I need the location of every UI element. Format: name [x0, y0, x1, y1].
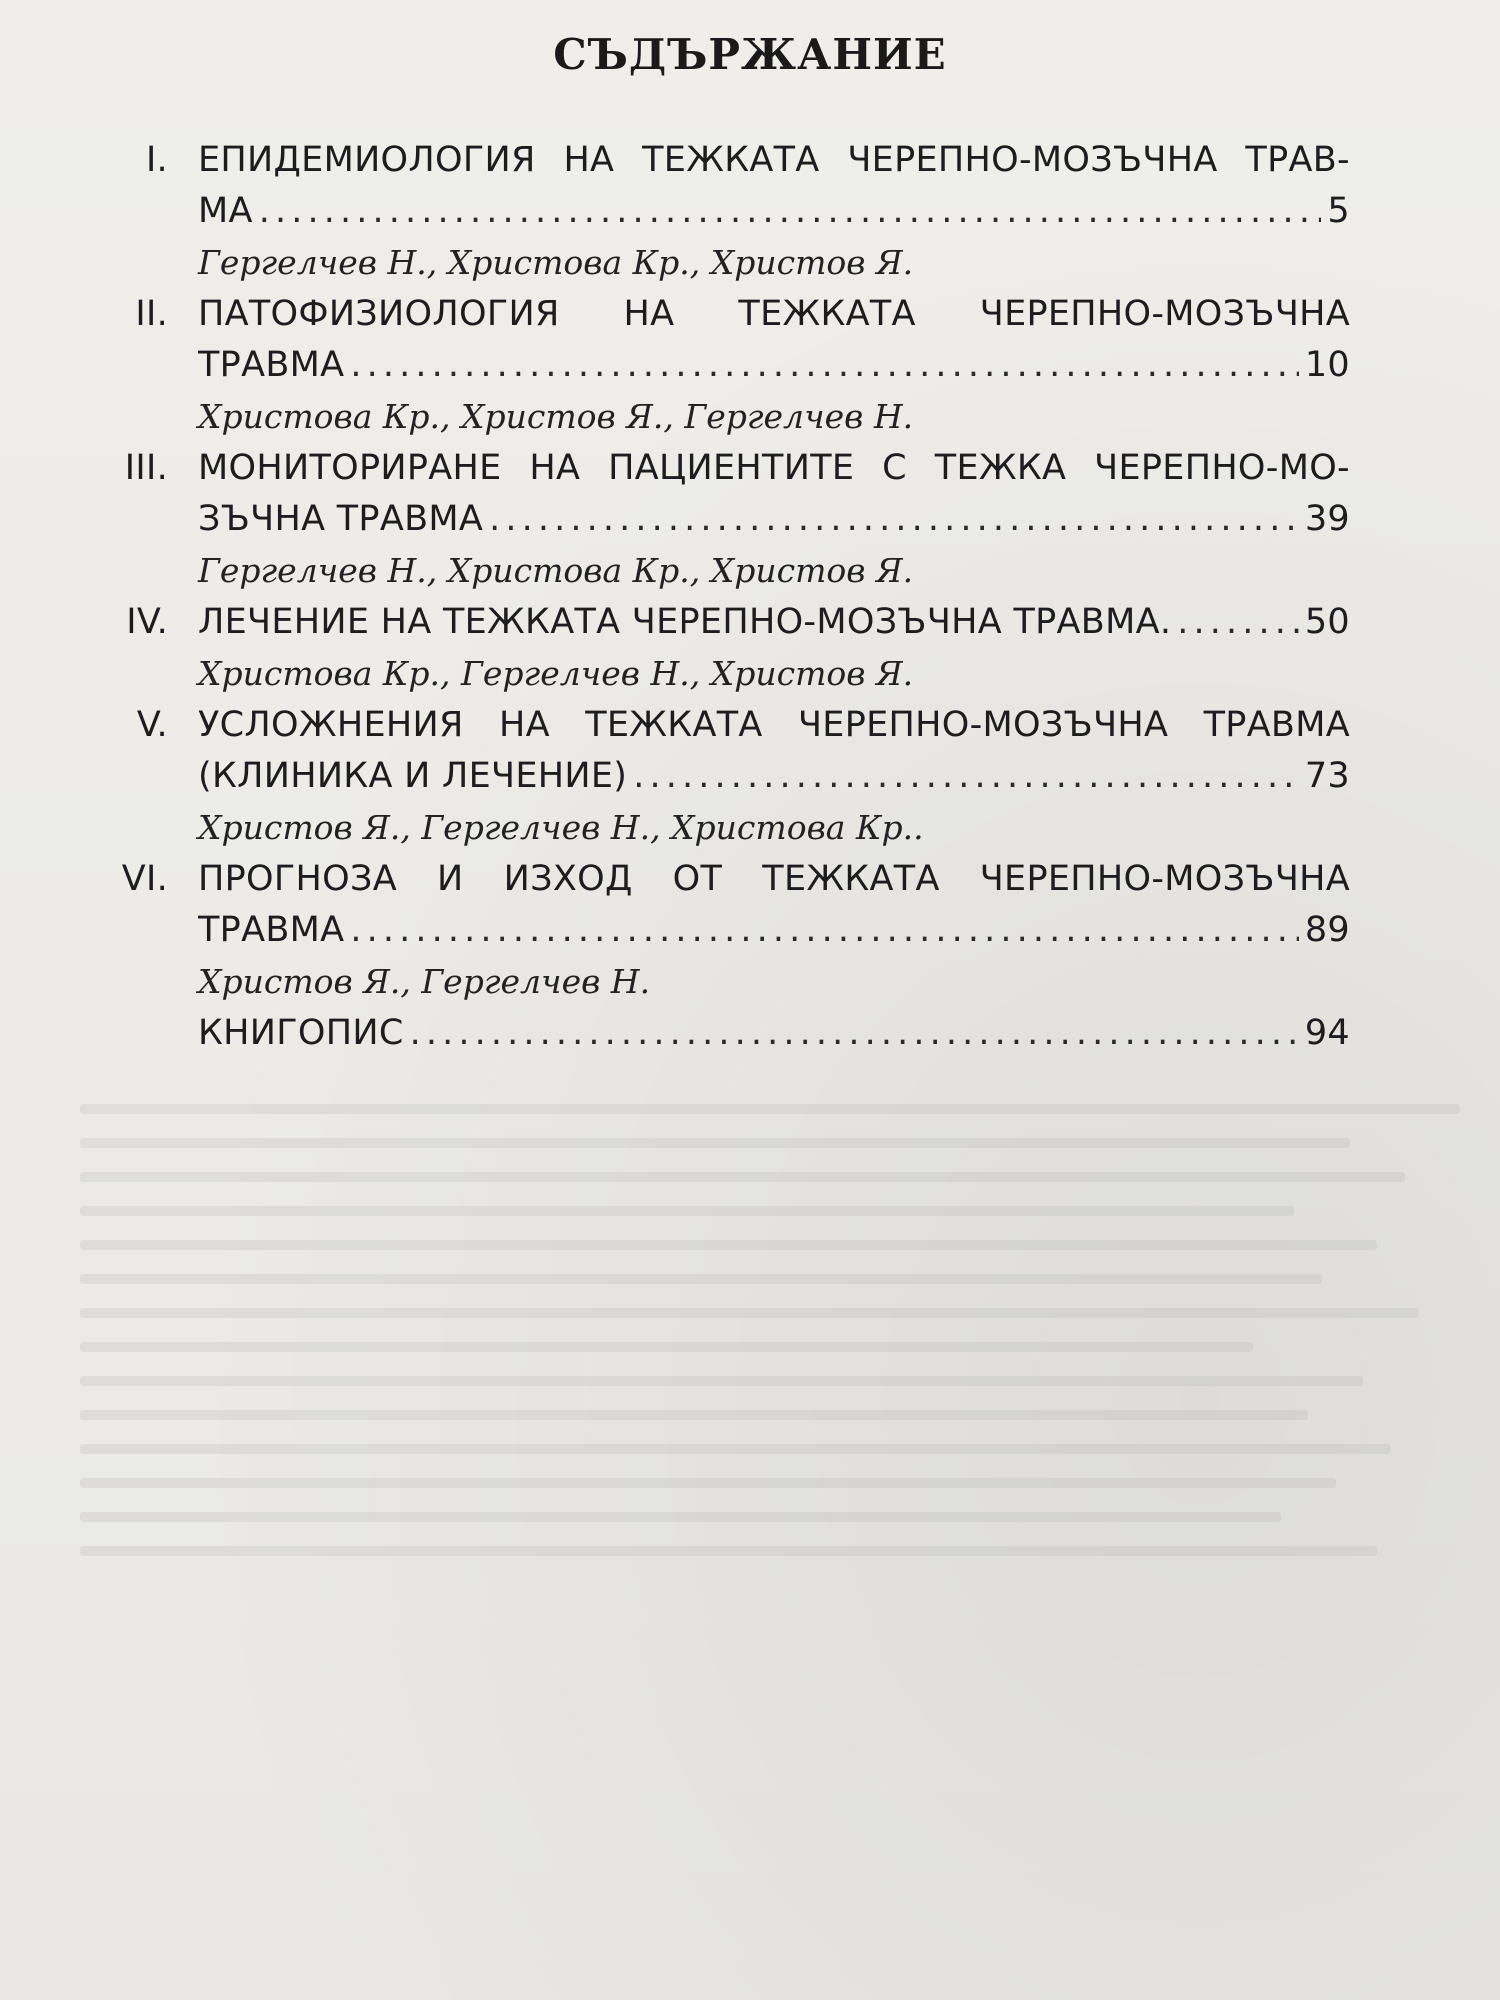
entry-title-line1: МОНИТОРИРАНЕ НА ПАЦИЕНТИТЕ С ТЕЖКА ЧЕРЕПНО-МО- [198, 448, 1350, 488]
entry-title-line2: ЗЪЧНА ТРАВМА [198, 499, 484, 539]
entry-page-number: 50 [1304, 602, 1350, 642]
entry-authors: Христова Кр., Гергелчев Н., Христов Я. [198, 654, 914, 693]
dot-leader [1177, 597, 1299, 648]
entry-page-number: 5 [1327, 191, 1350, 231]
dot-leader [410, 1008, 1299, 1059]
dot-leader [259, 186, 1322, 237]
dot-leader [350, 340, 1298, 391]
entry-number: V. [136, 705, 168, 745]
entry-title-line1: ЕПИДЕМИОЛОГИЯ НА ТЕЖКАТА ЧЕРЕПНО-МОЗЪЧНА ТРАВ- [198, 140, 1350, 180]
entry-title-line1: ПАТОФИЗИОЛОГИЯ НА ТЕЖКАТА ЧЕРЕПНО-МОЗЪЧНА [198, 294, 1350, 334]
entry-title-line2: ТРАВМА [198, 910, 345, 950]
entry-title: ЛЕЧЕНИЕ НА ТЕЖКАТА ЧЕРЕПНО-МОЗЪЧНА ТРАВМА. [198, 602, 1172, 642]
bibliography-page-number: 94 [1304, 1013, 1350, 1053]
dot-leader [350, 905, 1298, 956]
entry-authors: Христова Кр., Христов Я., Гергелчев Н. [198, 397, 914, 436]
entry-number: II. [135, 294, 168, 334]
toc-entry-1 [60, 135, 1350, 289]
toc-entry-6 [60, 854, 1350, 1008]
entry-authors: Христов Я., Гергелчев Н. [198, 962, 651, 1001]
dot-leader [489, 494, 1299, 545]
toc-title: СЪДЪРЖАНИЕ [553, 30, 947, 79]
entry-page-number: 89 [1304, 910, 1350, 950]
entry-authors: Гергелчев Н., Христова Кр., Христов Я. [198, 551, 914, 590]
entry-number: VI. [121, 859, 168, 899]
bleed-through-text [80, 1080, 1460, 1980]
dot-leader [633, 751, 1299, 802]
toc-entry-4 [60, 597, 1350, 700]
entry-title-line1: ПРОГНОЗА И ИЗХОД ОТ ТЕЖКАТА ЧЕРЕПНО-МОЗЪЧНА [198, 859, 1350, 899]
entry-page-number: 39 [1304, 499, 1350, 539]
toc-entry-5 [60, 700, 1350, 854]
toc-entry-bibliography [60, 1008, 1350, 1059]
entry-number: IV. [126, 602, 168, 642]
toc-entry-3 [60, 443, 1350, 597]
table-of-contents [60, 135, 1350, 1059]
toc-entry-2 [60, 289, 1350, 443]
bibliography-label: КНИГОПИС [198, 1013, 404, 1053]
entry-title-line2: МА [198, 191, 253, 231]
entry-page-number: 10 [1304, 345, 1350, 385]
entry-number: III. [124, 448, 168, 488]
entry-authors: Христов Я., Гергелчев Н., Христова Кр.. [198, 808, 924, 847]
entry-number: I. [145, 140, 168, 180]
entry-title-line1: УСЛОЖНЕНИЯ НА ТЕЖКАТА ЧЕРЕПНО-МОЗЪЧНА ТРАВМА [198, 705, 1350, 745]
entry-title-line2: (КЛИНИКА И ЛЕЧЕНИЕ) [198, 756, 628, 796]
entry-page-number: 73 [1304, 756, 1350, 796]
entry-authors: Гергелчев Н., Христова Кр., Христов Я. [198, 243, 914, 282]
entry-title-line2: ТРАВМА [198, 345, 345, 385]
